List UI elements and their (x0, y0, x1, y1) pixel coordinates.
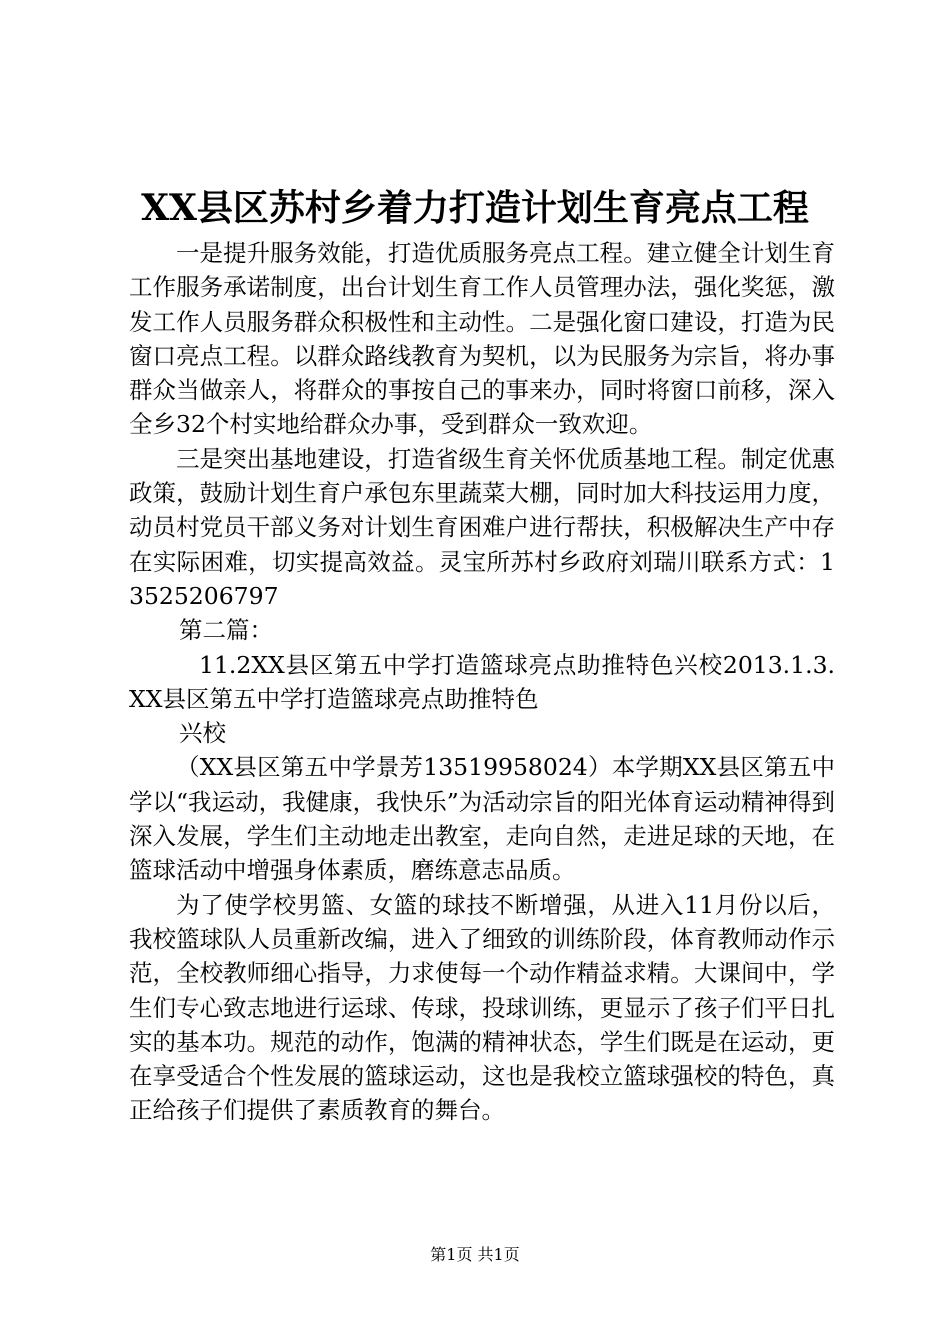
document-body (129, 236, 835, 1128)
paragraph-basketball-training: 为了使学校男篮、女篮的球技不断增强，从进入11月份以后，我校篮球队人员重新改编，进入了细致的训练阶段，体育教师动作示范，全校教师细心指导，力求使每一个动作精益求精。大课间中，学生们专心致志地进行运球、传球，投球训练，更显示了孩子们平日扎实的基本功。规范的动作，饱满的精神状态，学生们既是在运动，更在享受适合个性发展的篮球运动，这也是我校立篮球强校的特色，真正给孩子们提供了素质教育的舞台。 (129, 890, 835, 1125)
section-label: 第二篇： (179, 616, 273, 645)
paragraph-sunshine-sports: （XX县区第五中学景芳13519958024）本学期XX县区第五中学以“我运动，我健康，我快乐”为活动宗旨的阳光体育运动精神得到深入发展，学生们主动地走出教室，走向自然，走进足球的天地，在篮球活动中增强身体素质，磨练意志品质。 (129, 753, 835, 885)
paragraph-base-construction: 三是突出基地建设，打造省级生育关怀优质基地工程。制定优惠政策，鼓励计划生育户承包东里蔬菜大棚，同时加大科技运用力度，动员村党员干部义务对计划生育困难户进行帮扶，积极解决生产中存在实际困难，切实提高效益。灵宝所苏村乡政府刘瑞川联系方式：13525206797 (129, 444, 835, 610)
article-heading-continued: 兴校 (179, 719, 226, 748)
document-title: XX县区苏村乡着力打造计划生育亮点工程 (141, 187, 809, 229)
article-heading: 11.2XX县区第五中学打造篮球亮点助推特色兴校2013.1.3.XX县区第五中学打造篮球亮点助推特色 (129, 650, 835, 713)
paragraph-service-efficiency: 一是提升服务效能，打造优质服务亮点工程。建立健全计划生育工作服务承诺制度，出台计划生育工作人员管理办法，强化奖惩，激发工作人员服务群众积极性和主动性。二是强化窗口建设，打造为民窗口亮点工程。以群众路线教育为契机，以为民服务为宗旨，将办事群众当做亲人，将群众的事按自己的事来办，同时将窗口前移，深入全乡32个村实地给群众办事，受到群众一致欢迎。 (129, 239, 835, 439)
page-number-footer: 第1页 共1页 (430, 1245, 520, 1264)
